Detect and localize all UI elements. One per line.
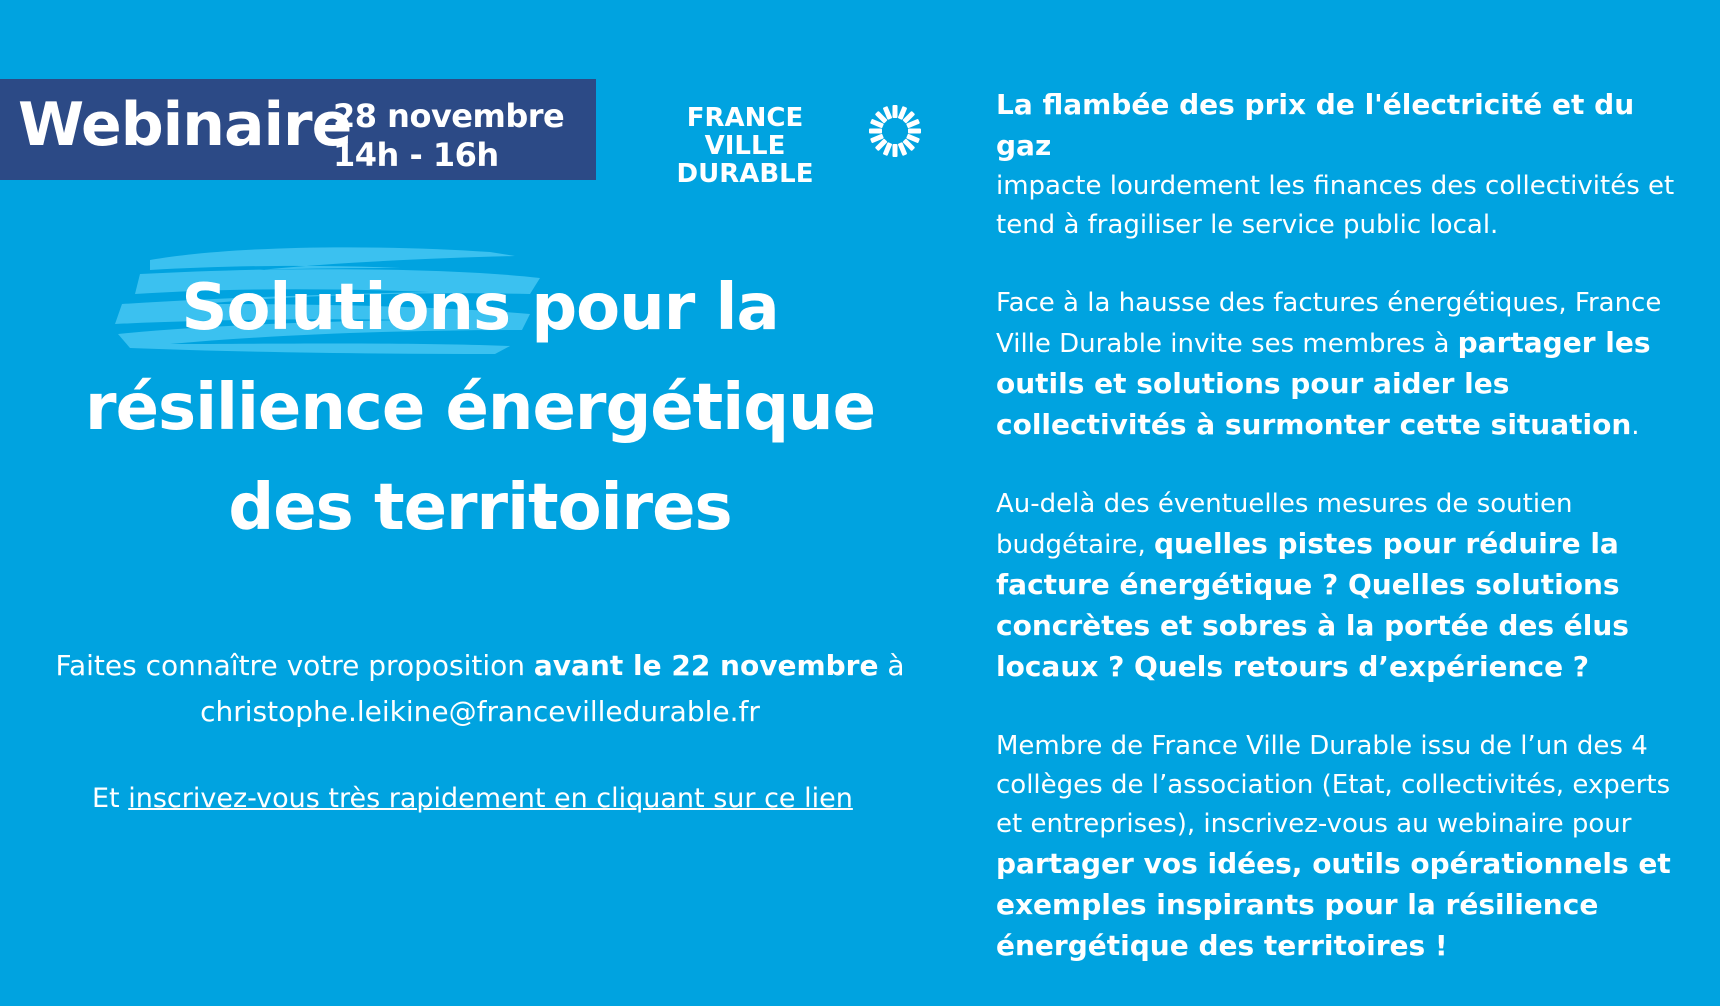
webinar-banner: [0, 79, 596, 180]
signup-line: [92, 779, 853, 819]
webinar-time: 14h - 16h: [333, 136, 499, 174]
logo-ring-tick: [893, 105, 898, 118]
signup-link[interactable]: inscrivez-vous très rapidement en cliquant sur ce lien: [128, 783, 853, 814]
logo-ring-tick: [908, 129, 921, 134]
p2-bold: partager les outils et solutions pour aider les collectivités à surmonter cette situation: [996, 326, 1651, 441]
cta-prefix: Faites connaître votre proposition: [55, 649, 534, 682]
p1-bold: La flambée des prix de l'électricité et du gaz: [996, 88, 1635, 162]
logo-ring-tick: [869, 129, 882, 134]
logo-line-1: FRANCE: [686, 103, 804, 133]
logo-ring-tick: [893, 144, 898, 157]
p3-bold: quelles pistes pour réduire la facture énergétique ? Quelles solutions concrètes et sobres à la portée des élus locaux ? Quels retours d’expérience ?: [996, 527, 1629, 683]
webinar-label: Webinaire: [18, 90, 352, 160]
cta-deadline: avant le 22 novembre: [533, 649, 879, 682]
france-ville-durable-logo: [636, 104, 854, 188]
paragraph-1: [996, 85, 1696, 245]
cta-suffix: à: [878, 649, 905, 682]
logo-line-2: VILLE DURABLE: [676, 131, 814, 189]
p4-a: Membre de France Ville Durable issu de l’un des 4 collèges de l’association (Etat, collectivités, experts et entreprises), inscrivez-vous au webinaire pour: [996, 731, 1671, 839]
title-line-3: des territoires: [228, 471, 732, 545]
webinar-date: 28 novembre: [333, 97, 565, 135]
title-word-solutions: Solutions: [181, 271, 511, 345]
cta-line-1: [40, 643, 920, 689]
call-to-action: [40, 643, 920, 735]
signup-prefix: Et: [92, 783, 129, 814]
ring-of-dashes-icon: [867, 103, 923, 159]
title-line-1: [60, 258, 900, 358]
p2-end: .: [1631, 411, 1640, 441]
p2-a: Face à la hausse des factures énergétiques, France Ville Durable invite ses membres à: [996, 288, 1662, 359]
paragraph-3: [996, 485, 1696, 688]
description-column: [996, 85, 1696, 1006]
main-title: [60, 258, 900, 558]
p3-a: Au-delà des éventuelles mesures de soutien budgétaire,: [996, 489, 1573, 560]
p1-rest: impacte lourdement les finances des collectivités et tend à fragiliser le service public local.: [996, 171, 1675, 240]
title-rest-1: pour la: [510, 271, 779, 345]
paragraph-2: [996, 284, 1696, 446]
contact-email[interactable]: christophe.leikine@francevilledurable.fr: [200, 695, 760, 728]
p4-bold: partager vos idées, outils opérationnels et exemples inspirants pour la résilience énergétique des territoires !: [996, 847, 1671, 962]
paragraph-4: [996, 727, 1696, 967]
webinar-datetime: [333, 97, 564, 175]
title-line-2: résilience énergétique: [85, 371, 875, 445]
